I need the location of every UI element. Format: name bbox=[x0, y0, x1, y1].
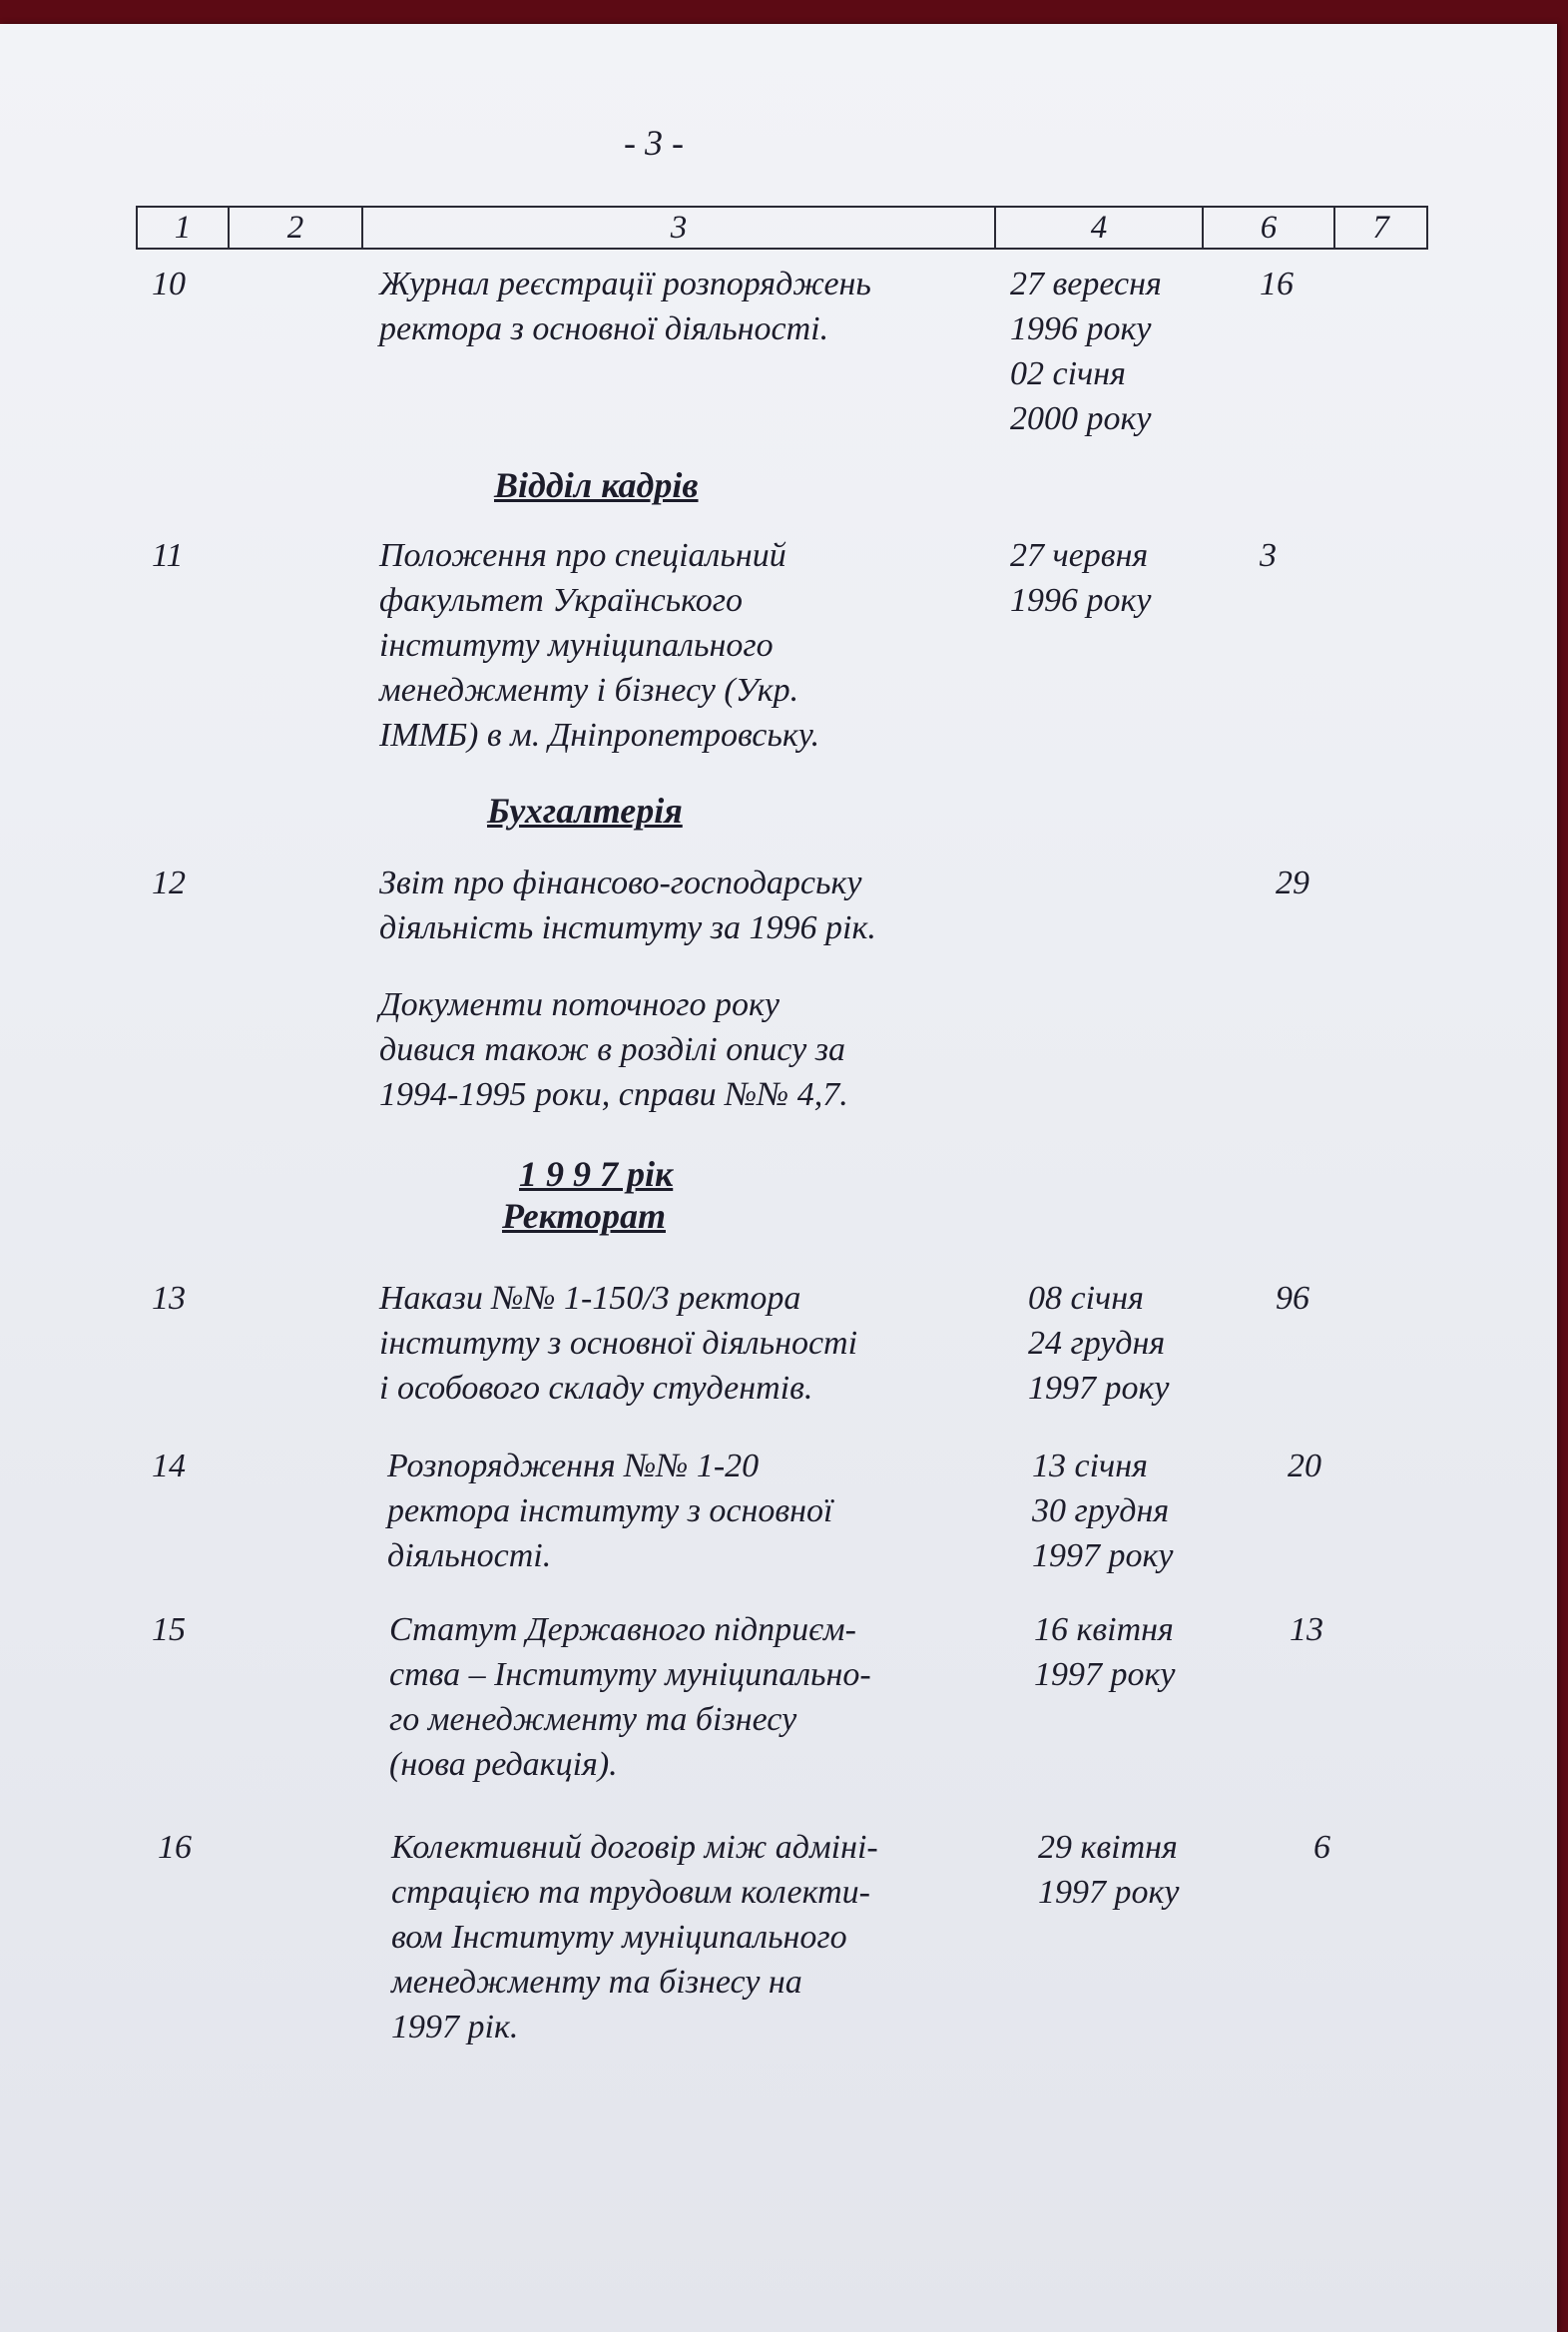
column-header-2: 2 bbox=[230, 208, 363, 248]
entry-title: Положення про спеціальний факультет Українського інституту муніципального менеджменту і бізнесу (Укр. ІММБ) в м. Дніпропетровську. bbox=[379, 537, 820, 754]
entry-title: Журнал реєстрації розпоряджень ректора з основної діяльності. bbox=[379, 266, 871, 347]
entry-title: Накази №№ 1-150/3 ректора інституту з основної діяльності і особового складу студентів. bbox=[379, 1280, 858, 1407]
entry-date: 27 червня 1996 року bbox=[1010, 537, 1152, 619]
entry-date: 08 січня 24 грудня 1997 року bbox=[1028, 1280, 1170, 1407]
entry-title: Колективний договір між адміні- страцією та трудовим колекти- вом Інституту муніципального менеджменту та бізнесу на 1997 рік. bbox=[391, 1829, 878, 2045]
cross-reference-note: Документи поточного року дивися також в розділі опису за 1994-1995 роки, справи №№ 4,7. bbox=[379, 986, 848, 1113]
column-header-row bbox=[136, 206, 1428, 250]
entry-title: Звіт про фінансово-господарську діяльність інституту за 1996 рік. bbox=[379, 865, 876, 946]
column-header-3: 3 bbox=[363, 208, 996, 248]
page-number: - 3 - bbox=[624, 123, 684, 163]
entry-number: 14 bbox=[152, 1448, 186, 1484]
entry-pages: 20 bbox=[1288, 1448, 1321, 1484]
entry-title: Розпорядження №№ 1-20 ректора інституту з основної діяльності. bbox=[387, 1448, 833, 1574]
section-heading-hr: Відділ кадрів bbox=[494, 465, 699, 505]
entry-number: 15 bbox=[152, 1611, 186, 1648]
entry-pages: 29 bbox=[1276, 865, 1309, 901]
entry-pages: 96 bbox=[1276, 1280, 1309, 1317]
entry-date: 27 вересня 1996 року 02 січня 2000 року bbox=[1010, 266, 1162, 437]
entry-title: Статут Державного підприєм- ства – Інституту муніципально- го менеджменту та бізнесу (нова редакція). bbox=[389, 1611, 871, 1783]
column-header-6: 6 bbox=[1204, 208, 1335, 248]
section-heading-accounting: Бухгалтерія bbox=[487, 791, 683, 831]
entry-number: 10 bbox=[152, 266, 186, 302]
entry-date: 16 квітня 1997 року bbox=[1034, 1611, 1176, 1693]
column-header-1: 1 bbox=[138, 208, 230, 248]
entry-date: 29 квітня 1997 року bbox=[1038, 1829, 1180, 1911]
column-header-4: 4 bbox=[996, 208, 1204, 248]
entry-pages: 6 bbox=[1313, 1829, 1330, 1866]
entry-number: 11 bbox=[152, 537, 184, 574]
section-heading-rectorate: Ректорат bbox=[502, 1196, 666, 1236]
entry-date: 13 січня 30 грудня 1997 року bbox=[1032, 1448, 1174, 1574]
column-header-7: 7 bbox=[1372, 210, 1389, 246]
entry-number: 13 bbox=[152, 1280, 186, 1317]
entry-number: 12 bbox=[152, 865, 186, 901]
entry-pages: 16 bbox=[1260, 266, 1294, 302]
entry-pages: 13 bbox=[1290, 1611, 1323, 1648]
entry-pages: 3 bbox=[1260, 537, 1277, 574]
section-heading-year: 1 9 9 7 рік bbox=[519, 1154, 674, 1194]
entry-number: 16 bbox=[158, 1829, 192, 1866]
document-page bbox=[0, 24, 1557, 2332]
